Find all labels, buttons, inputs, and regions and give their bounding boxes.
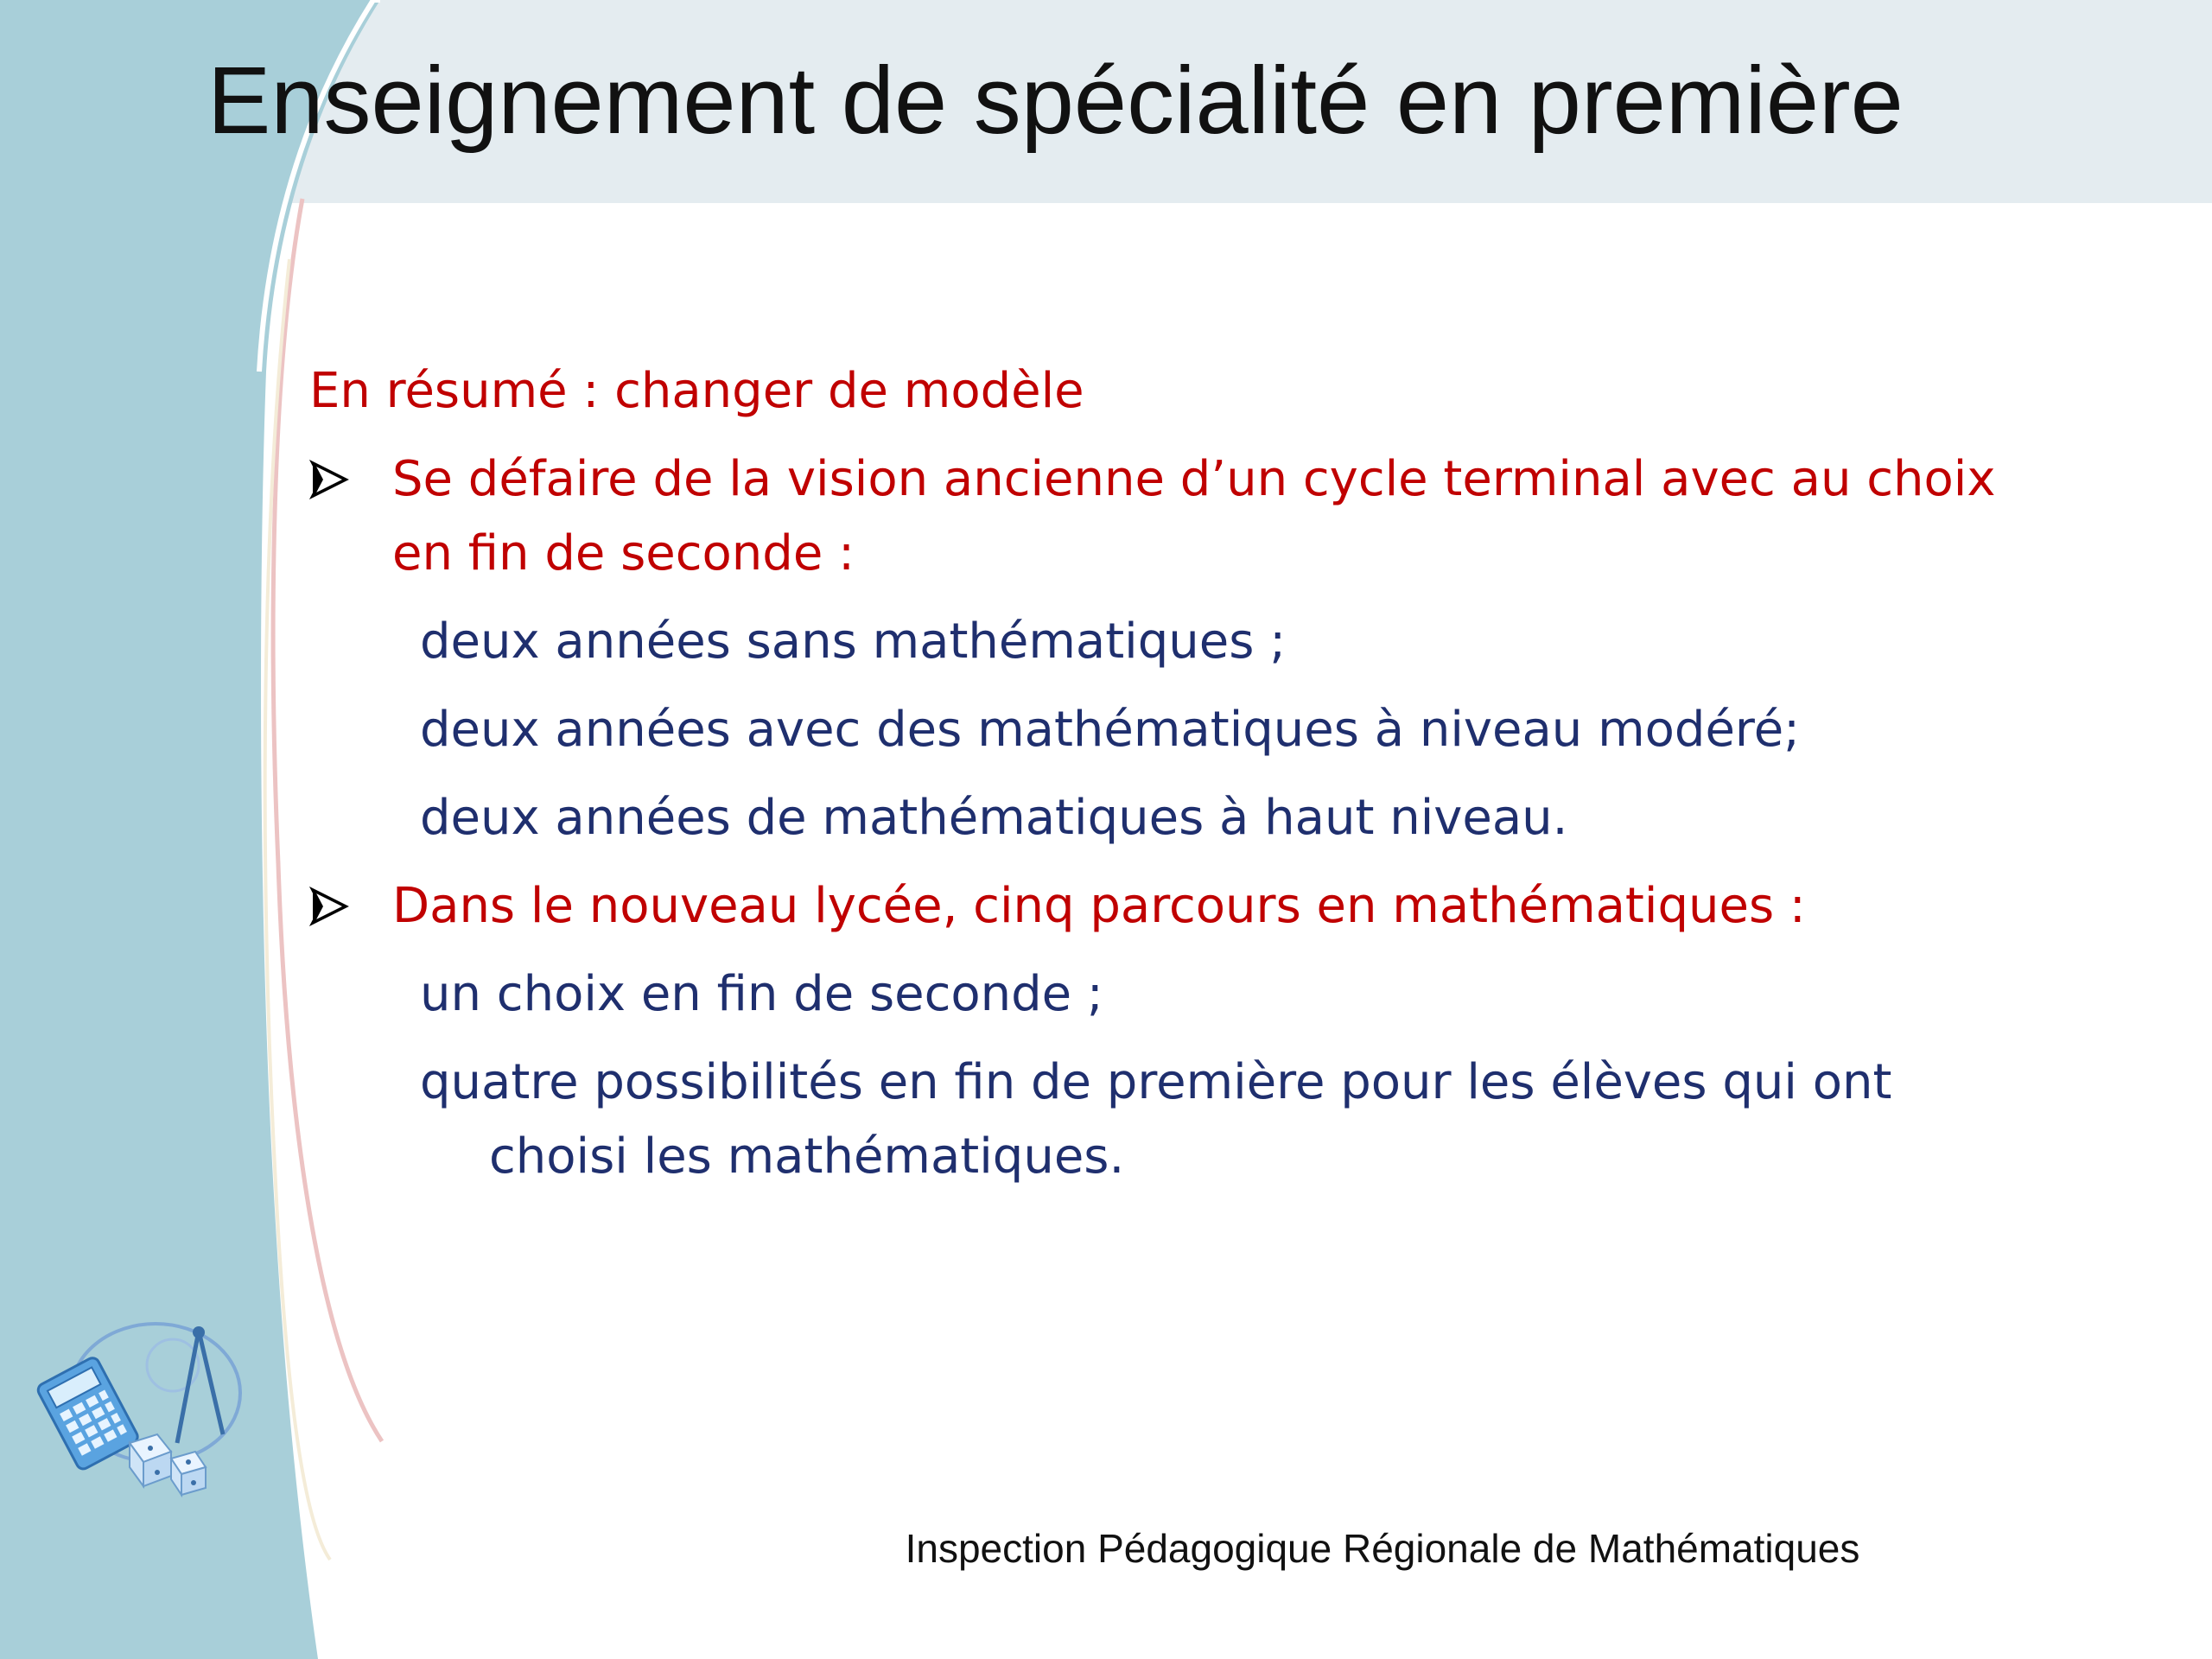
math-tools-logo-icon — [26, 1313, 242, 1499]
slide-content — [309, 354, 2042, 1208]
slide-footer: Inspection Pédagogique Régionale de Mathématiques — [905, 1526, 1860, 1571]
list-item: deux années sans mathématiques ; — [420, 613, 1287, 670]
list-item: un choix en fin de seconde ; — [420, 966, 1103, 1022]
list-item — [420, 1046, 2042, 1194]
slide-title: Enseignement de spécialité en première — [207, 48, 1904, 154]
list-item: deux années avec des mathématiques à niveau modéré; — [420, 702, 1801, 758]
list-item: deux années de mathématiques à haut niveau. — [420, 790, 1568, 846]
bullet-text: Dans le nouveau lycée, cinq parcours en mathématiques : — [392, 878, 1806, 934]
arrowhead-bullet-icon — [309, 460, 349, 499]
list-item-line: quatre possibilités en fin de première pour les élèves qui ont — [420, 1054, 1892, 1110]
bullet-item-1 — [309, 442, 2042, 591]
list-item-continuation: choisi les mathématiques. — [489, 1128, 1125, 1185]
arrowhead-bullet-icon — [309, 887, 349, 926]
bullet-item-2 — [309, 869, 2042, 944]
intro-heading: En résumé : changer de modèle — [309, 363, 1084, 419]
bullet-text: Se défaire de la vision ancienne d’un cycle terminal avec au choix en fin de seconde : — [392, 451, 1996, 582]
